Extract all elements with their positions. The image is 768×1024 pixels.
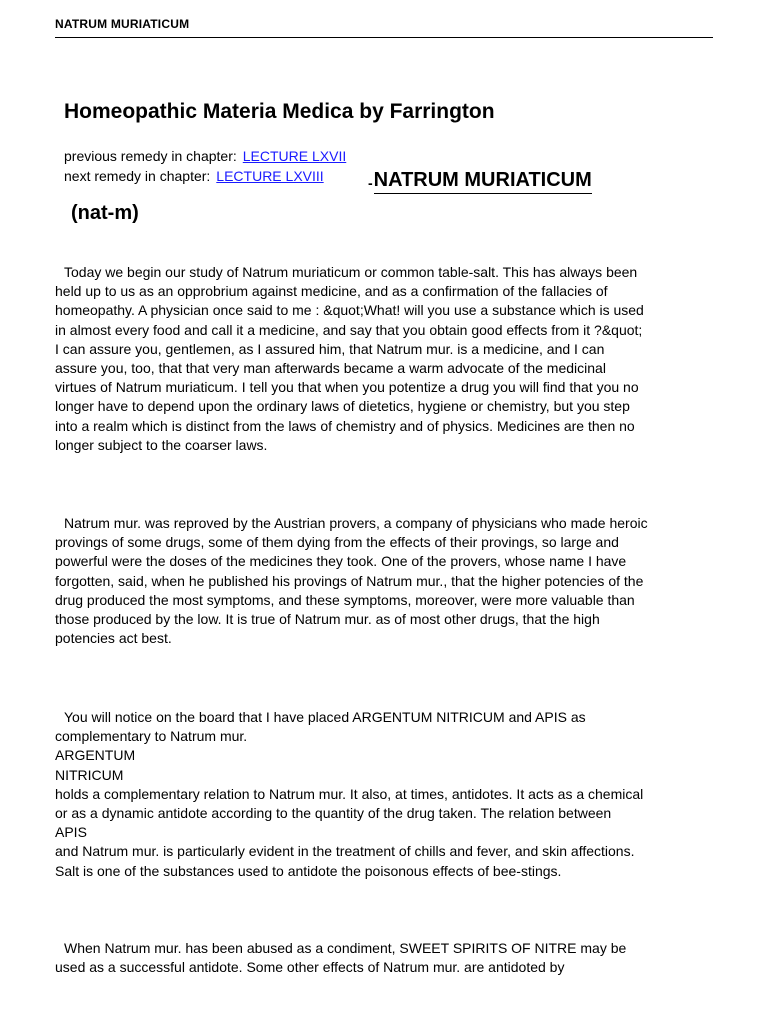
paragraph-3 [55, 708, 720, 881]
paragraph-line: Salt is one of the substances used to antidote the poisonous effects of bee-stings. [55, 862, 562, 879]
next-remedy-link[interactable]: LECTURE LXVIII [216, 168, 324, 184]
paragraph-line: into a realm which is distinct from the laws of chemistry and of physics. Medicines are then no [55, 417, 635, 434]
paragraph-line: those produced by the low. It is true of Natrum mur. as of most other drugs, that the high [55, 611, 600, 628]
previous-remedy-label: previous remedy in chapter: [64, 148, 237, 164]
paragraph-line: used as a successful antidote. Some other effects of Natrum mur. are antidoted by [55, 959, 565, 976]
paragraph-line: Natrum mur. was reproved by the Austrian provers, a company of physicians who made heroic [64, 515, 648, 531]
next-remedy-label: next remedy in chapter: [64, 168, 211, 184]
paragraph-line: NITRICUM [55, 766, 124, 783]
paragraph-line: and Natrum mur. is particularly evident in the treatment of chills and fever, and skin affections. [55, 843, 635, 860]
paragraph-line: I can assure you, gentlemen, as I assured him, that Natrum mur. is a medicine, and I can [55, 340, 605, 357]
paragraph-1 [55, 263, 720, 455]
paragraph-line: longer subject to the coarser laws. [55, 436, 268, 453]
paragraph-line: drug produced the most symptoms, and these symptoms, moreover, were more valuable than [55, 591, 635, 608]
paragraph-line: powerful were the doses of the medicines they took. One of the provers, whose name I have [55, 553, 627, 570]
remedy-dash: - [368, 175, 373, 191]
paragraph-line: longer have to depend upon the ordinary laws of dietetics, hygiene or chemistry, but you step [55, 398, 630, 415]
paragraph-line: holds a complementary relation to Natrum mur. It also, at times, antidotes. It acts as a chemical [55, 785, 644, 802]
paragraph-line: APIS [55, 824, 87, 841]
previous-remedy-link[interactable]: LECTURE LXVII [242, 148, 347, 164]
paragraph-line: in almost every food and call it a medicine, and say that you obtain good effects from it ?&quot; [55, 321, 643, 338]
remedy-heading [368, 168, 592, 194]
paragraph-line: potencies act best. [55, 630, 172, 647]
remedy-abbreviation: (nat-m) [71, 202, 139, 224]
paragraph-line: provings of some drugs, some of them dying from the effects of their provings, so large and [55, 534, 619, 551]
paragraph-line: You will notice on the board that I have placed ARGENTUM NITRICUM and APIS as [64, 709, 586, 725]
running-header: NATRUM MURIATICUM [55, 17, 190, 31]
paragraph-line: Today we begin our study of Natrum muriaticum or common table-salt. This has always been [64, 264, 638, 280]
paragraph-line: or as a dynamic antidote according to the quantity of the drug taken. The relation between [55, 805, 612, 822]
header-rule [55, 37, 713, 38]
paragraph-2 [55, 514, 720, 648]
document-title: Homeopathic Materia Medica by Farrington [64, 100, 495, 123]
paragraph-line: held up to us as an opprobrium against medicine, and as a confirmation of the fallacies of [55, 283, 608, 300]
remedy-name: NATRUM MURIATICUM [374, 168, 592, 194]
paragraph-line: virtues of Natrum muriaticum. I tell you that when you potentize a drug you will find that you no [55, 379, 639, 396]
paragraph-line: ARGENTUM [55, 747, 136, 764]
previous-remedy-line [64, 147, 346, 165]
paragraph-line: assure you, too, that that very man afterwards became a warm advocate of the medicinal [55, 360, 606, 377]
next-remedy-line [64, 167, 324, 185]
paragraph-line: complementary to Natrum mur. [55, 728, 248, 745]
paragraph-4 [55, 939, 720, 977]
paragraph-line: When Natrum mur. has been abused as a condiment, SWEET SPIRITS OF NITRE may be [64, 940, 627, 956]
paragraph-line: forgotten, said, when he published his provings of Natrum mur., that the higher potencies of the [55, 572, 644, 589]
paragraph-line: homeopathy. A physician once said to me : &quot;What! will you use a substance which is used [55, 302, 644, 319]
